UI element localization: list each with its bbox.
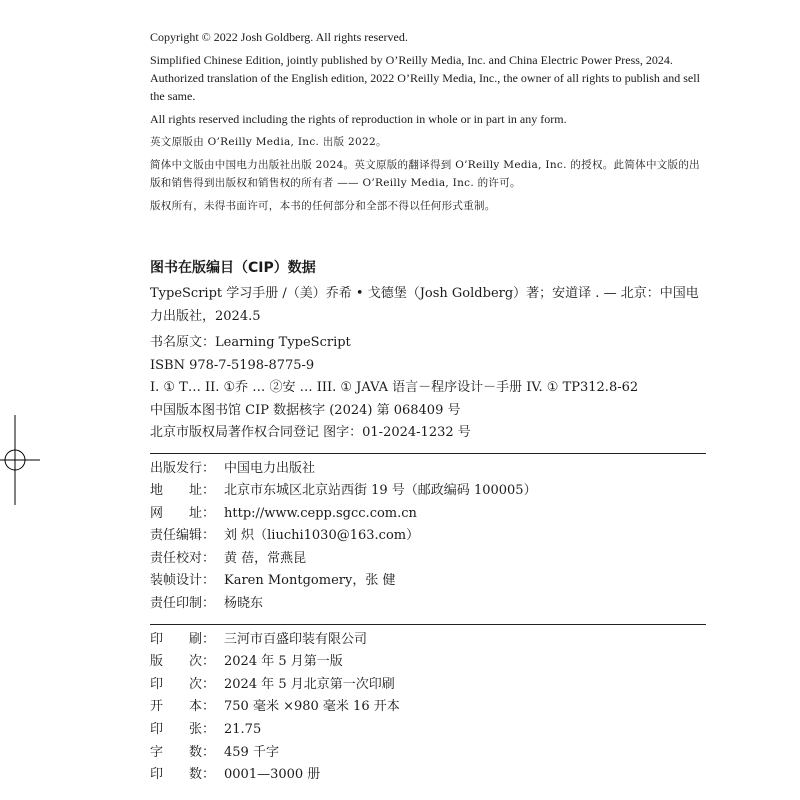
publisher-info bbox=[150, 458, 706, 616]
cip-original-title: 书名原文：Learning TypeScript bbox=[150, 335, 351, 350]
cip-isbn: ISBN 978-7-5198-8775-9 bbox=[150, 357, 315, 373]
copyright-page bbox=[150, 28, 706, 787]
publisher-row: 责任印制： 杨晓东 bbox=[150, 596, 264, 612]
zh-simplified-edition: 简体中文版由中国电力出版社出版 2024。英文原版的翻译得到 O’Reilly Media, Inc. 的授权。此简体中文版的出版和销售得到出版权和销售权的所有者 —— O’Reilly Media, Inc. 的许可。 bbox=[150, 159, 700, 189]
publisher-row: 装帧设计： Karen Montgomery，张 健 bbox=[150, 573, 396, 589]
publisher-row: 责任校对： 黄 蓓，常燕昆 bbox=[150, 550, 307, 566]
publisher-row: 地 址： 北京市东城区北京站西街 19 号（邮政编码 100005） bbox=[150, 483, 537, 499]
publisher-row: 出版发行： 中国电力出版社 bbox=[150, 460, 316, 476]
cip-title: 图书在版编目（CIP）数据 bbox=[150, 260, 316, 276]
printing-row: 印 数： 0001—3000 册 bbox=[150, 767, 321, 783]
zh-original-edition: 英文原版由 O’Reilly Media, Inc. 出版 2022。 bbox=[150, 136, 387, 148]
printing-row: 印 次： 2024 年 5 月北京第一次印刷 bbox=[150, 676, 395, 692]
cip-copyright-registration: 北京市版权局著作权合同登记 图字：01-2024-1232 号 bbox=[150, 425, 471, 440]
copyright-line: Copyright © 2022 Josh Goldberg. All rights reserved. bbox=[150, 30, 408, 44]
printing-row: 开 本： 750 毫米 ×980 毫米 16 开本 bbox=[150, 699, 400, 715]
zh-rights-reserved: 版权所有，未得书面许可，本书的任何部分和全部不得以任何形式重制。 bbox=[150, 200, 496, 212]
rights-statement: All rights reserved including the rights of reproduction in whole or in part in any form. bbox=[150, 112, 567, 126]
crop-mark-icon bbox=[0, 415, 40, 505]
cip-number: 中国版本图书馆 CIP 数据核字 (2024) 第 068409 号 bbox=[150, 402, 461, 418]
printing-info bbox=[150, 629, 706, 787]
publisher-row: 网 址： http://www.cepp.sgcc.com.cn bbox=[150, 505, 417, 521]
edition-statement: Simplified Chinese Edition, jointly published by O’Reilly Media, Inc. and China Electric Power Press, 2024. Authorized translation of the English edition, 2022 O’Reilly Media, Inc., the owner of all rights to publish and sell the same. bbox=[150, 53, 700, 103]
divider bbox=[150, 624, 706, 625]
cip-classification: I. ① T… II. ①乔 … ②安 … III. ① JAVA 语言－程序设计－手册 IV. ① TP312.8-62 bbox=[150, 380, 639, 395]
copyright-block bbox=[150, 28, 706, 215]
printing-row: 印 张： 21.75 bbox=[150, 722, 262, 738]
publisher-row: 责任编辑： 刘 炽（liuchi1030@163.com） bbox=[150, 528, 420, 544]
cip-block bbox=[150, 283, 706, 445]
printing-row: 字 数： 459 千字 bbox=[150, 744, 279, 760]
printing-row: 版 次： 2024 年 5 月第一版 bbox=[150, 654, 343, 670]
cip-main-entry: TypeScript 学习手册 /（美）乔希 • 戈德堡（Josh Goldberg）著；安道译 . — 北京：中国电力出版社，2024.5 bbox=[150, 286, 699, 324]
divider bbox=[150, 453, 706, 454]
printing-row: 印 刷： 三河市百盛印装有限公司 bbox=[150, 631, 368, 647]
